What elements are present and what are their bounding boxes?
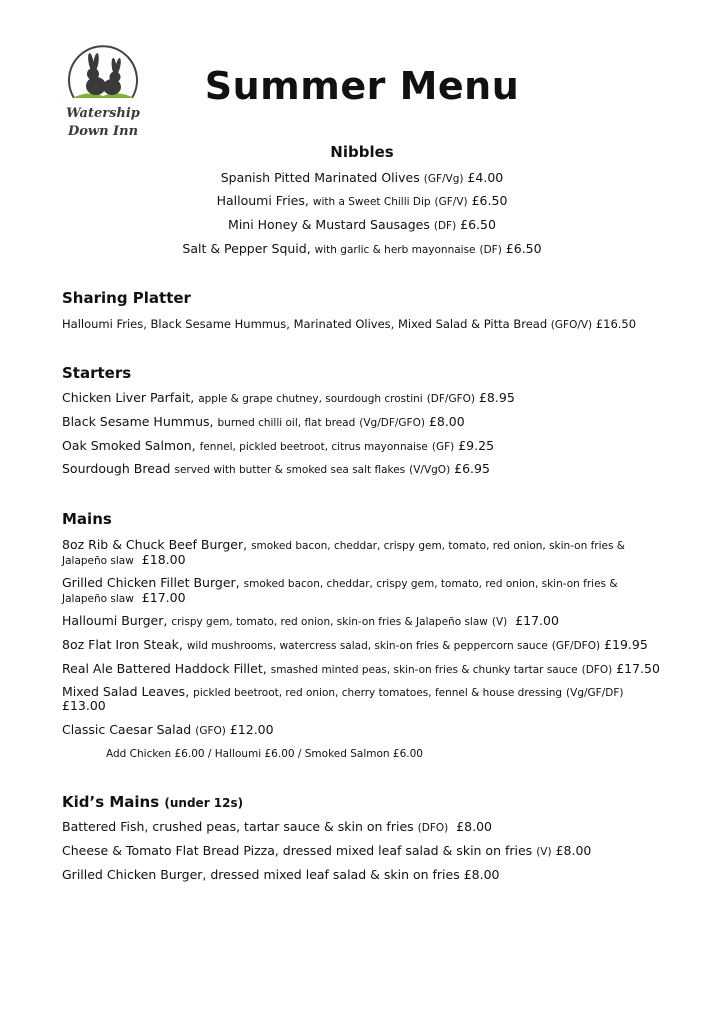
item-tags: (V) [536, 846, 552, 858]
item-name: Oak Smoked Salmon, [62, 438, 196, 453]
sharing-heading: Sharing Platter [62, 289, 191, 307]
item-desc: with a Sweet Chilli Dip [312, 196, 431, 208]
item-desc: pickled beetroot, red onion, cherry tomatoes, fennel & house dressing [193, 687, 563, 699]
kids-heading-text: Kid’s Mains [62, 793, 160, 811]
item-tags: (GFO) [195, 725, 226, 737]
item-price: £17.00 [515, 613, 559, 628]
mains-item-continued [62, 552, 186, 569]
item-desc: with garlic & herb mayonnaise [314, 244, 476, 256]
item-tags: (DF) [479, 244, 502, 256]
starters-item [62, 390, 515, 407]
item-price: £19.95 [604, 637, 648, 652]
item-desc: crispy gem, tomato, red onion, skin-on fries & Jalapeño slaw [171, 616, 488, 628]
item-name: Battered Fish, crushed peas, tartar sauce & skin on fries [62, 819, 414, 834]
item-name: Real Ale Battered Haddock Fillet, [62, 661, 267, 676]
nibbles-item [0, 217, 724, 234]
item-price: £17.50 [616, 661, 660, 676]
item-price: £13.00 [62, 698, 106, 713]
item-price: £8.00 [555, 843, 592, 858]
kids-heading-note: (under 12s) [164, 796, 244, 810]
kids-heading [62, 792, 243, 813]
rabbit-logo-icon [60, 40, 146, 106]
item-desc: wild mushrooms, watercress salad, skin-on fries & peppercorn sauce [186, 640, 548, 652]
logo-text-line2: Down Inn [67, 124, 139, 139]
item-name: Salt & Pepper Squid, [182, 241, 311, 256]
item-tags: (GF/DFO) [551, 640, 601, 652]
starters-item [62, 461, 490, 478]
mains-item [62, 661, 660, 678]
item-name: 8oz Rib & Chuck Beef Burger, [62, 537, 248, 552]
item-desc: smashed minted peas, skin-on fries & chunky tartar sauce [270, 664, 578, 676]
item-price: £8.95 [478, 390, 515, 405]
item-desc: apple & grape chutney, sourdough crostini [198, 393, 423, 405]
item-tags: (GFO/V) [550, 319, 593, 331]
item-price: £17.00 [141, 590, 186, 605]
logo-text-line1: Watership [66, 106, 140, 121]
item-price: £8.00 [428, 414, 465, 429]
item-tags: (Vg/GF/DF) [566, 687, 624, 699]
mains-item [62, 613, 559, 630]
item-tags: (V) [491, 616, 508, 628]
item-desc: smoked bacon, cheddar, crispy gem, tomato, red onion, skin-on fries & [243, 578, 618, 590]
item-name: Mixed Salad Leaves, [62, 684, 190, 699]
mains-item-continued [62, 590, 186, 607]
item-price: £9.25 [458, 438, 495, 453]
item-name: Grilled Chicken Burger, dressed mixed leaf salad & skin on fries [62, 867, 460, 882]
item-tags: (Vg/DF/GFO) [359, 417, 425, 429]
item-price: £12.00 [229, 722, 274, 737]
mains-item [62, 684, 623, 701]
item-name: Grilled Chicken Fillet Burger, [62, 575, 240, 590]
item-price: £6.95 [454, 461, 490, 476]
item-tags: (GF/V) [434, 196, 468, 208]
nibbles-heading: Nibbles [330, 143, 394, 161]
kids-item [62, 843, 591, 860]
nibbles-item [0, 170, 724, 187]
item-tags: (GF) [431, 441, 455, 453]
starters-item [62, 414, 465, 431]
item-price: £6.50 [471, 193, 508, 208]
mains-addons: Add Chicken £6.00 / Halloumi £6.00 / Smoked Salmon £6.00 [106, 748, 423, 760]
item-price: £6.50 [505, 241, 542, 256]
kids-item [62, 867, 500, 883]
mains-item [62, 637, 648, 654]
sharing-item [62, 316, 636, 333]
item-name: Halloumi Fries, Black Sesame Hummus, Marinated Olives, Mixed Salad & Pitta Bread [62, 317, 548, 331]
item-name: Sourdough Bread [62, 461, 171, 476]
logo [60, 40, 146, 144]
item-desc: burned chilli oil, flat bread [217, 417, 356, 429]
item-desc: served with butter & smoked sea salt flakes [174, 464, 406, 476]
item-name: Classic Caesar Salad [62, 722, 192, 737]
item-name: Halloumi Fries, [216, 193, 309, 208]
kids-item [62, 819, 492, 836]
mains-item [62, 722, 274, 739]
item-price: £4.00 [467, 170, 504, 185]
item-price: £6.50 [460, 217, 496, 232]
item-desc: fennel, pickled beetroot, citrus mayonnaise [199, 441, 428, 453]
page-title: Summer Menu [204, 64, 520, 108]
item-tags: (GF/Vg) [423, 173, 464, 185]
item-price: £8.00 [463, 867, 500, 882]
starters-heading: Starters [62, 364, 132, 382]
item-desc: Jalapeño slaw [62, 593, 134, 605]
item-name: Cheese & Tomato Flat Bread Pizza, dressed mixed leaf salad & skin on fries [62, 843, 533, 858]
mains-item-continued [62, 698, 106, 714]
item-desc: Jalapeño slaw [62, 555, 134, 567]
item-tags: (V/VgO) [409, 464, 451, 476]
item-name: 8oz Flat Iron Steak, [62, 637, 183, 652]
item-name: Chicken Liver Parfait, [62, 390, 195, 405]
item-price: £8.00 [456, 819, 492, 834]
item-tags: (DF) [433, 220, 457, 232]
nibbles-item [0, 241, 724, 258]
item-tags: (DF/GFO) [426, 393, 475, 405]
item-tags: (DFO) [417, 822, 449, 834]
item-tags: (DFO) [581, 664, 613, 676]
item-price: £18.00 [141, 552, 186, 567]
starters-item [62, 438, 494, 455]
item-name: Black Sesame Hummus, [62, 414, 214, 429]
nibbles-item [0, 193, 724, 210]
item-name: Mini Honey & Mustard Sausages [228, 217, 430, 232]
item-desc: smoked bacon, cheddar, crispy gem, tomato, red onion, skin-on fries & [251, 540, 625, 552]
mains-heading: Mains [62, 510, 112, 528]
item-price: £16.50 [595, 317, 637, 331]
item-name: Halloumi Burger, [62, 613, 168, 628]
item-name: Spanish Pitted Marinated Olives [220, 170, 420, 185]
